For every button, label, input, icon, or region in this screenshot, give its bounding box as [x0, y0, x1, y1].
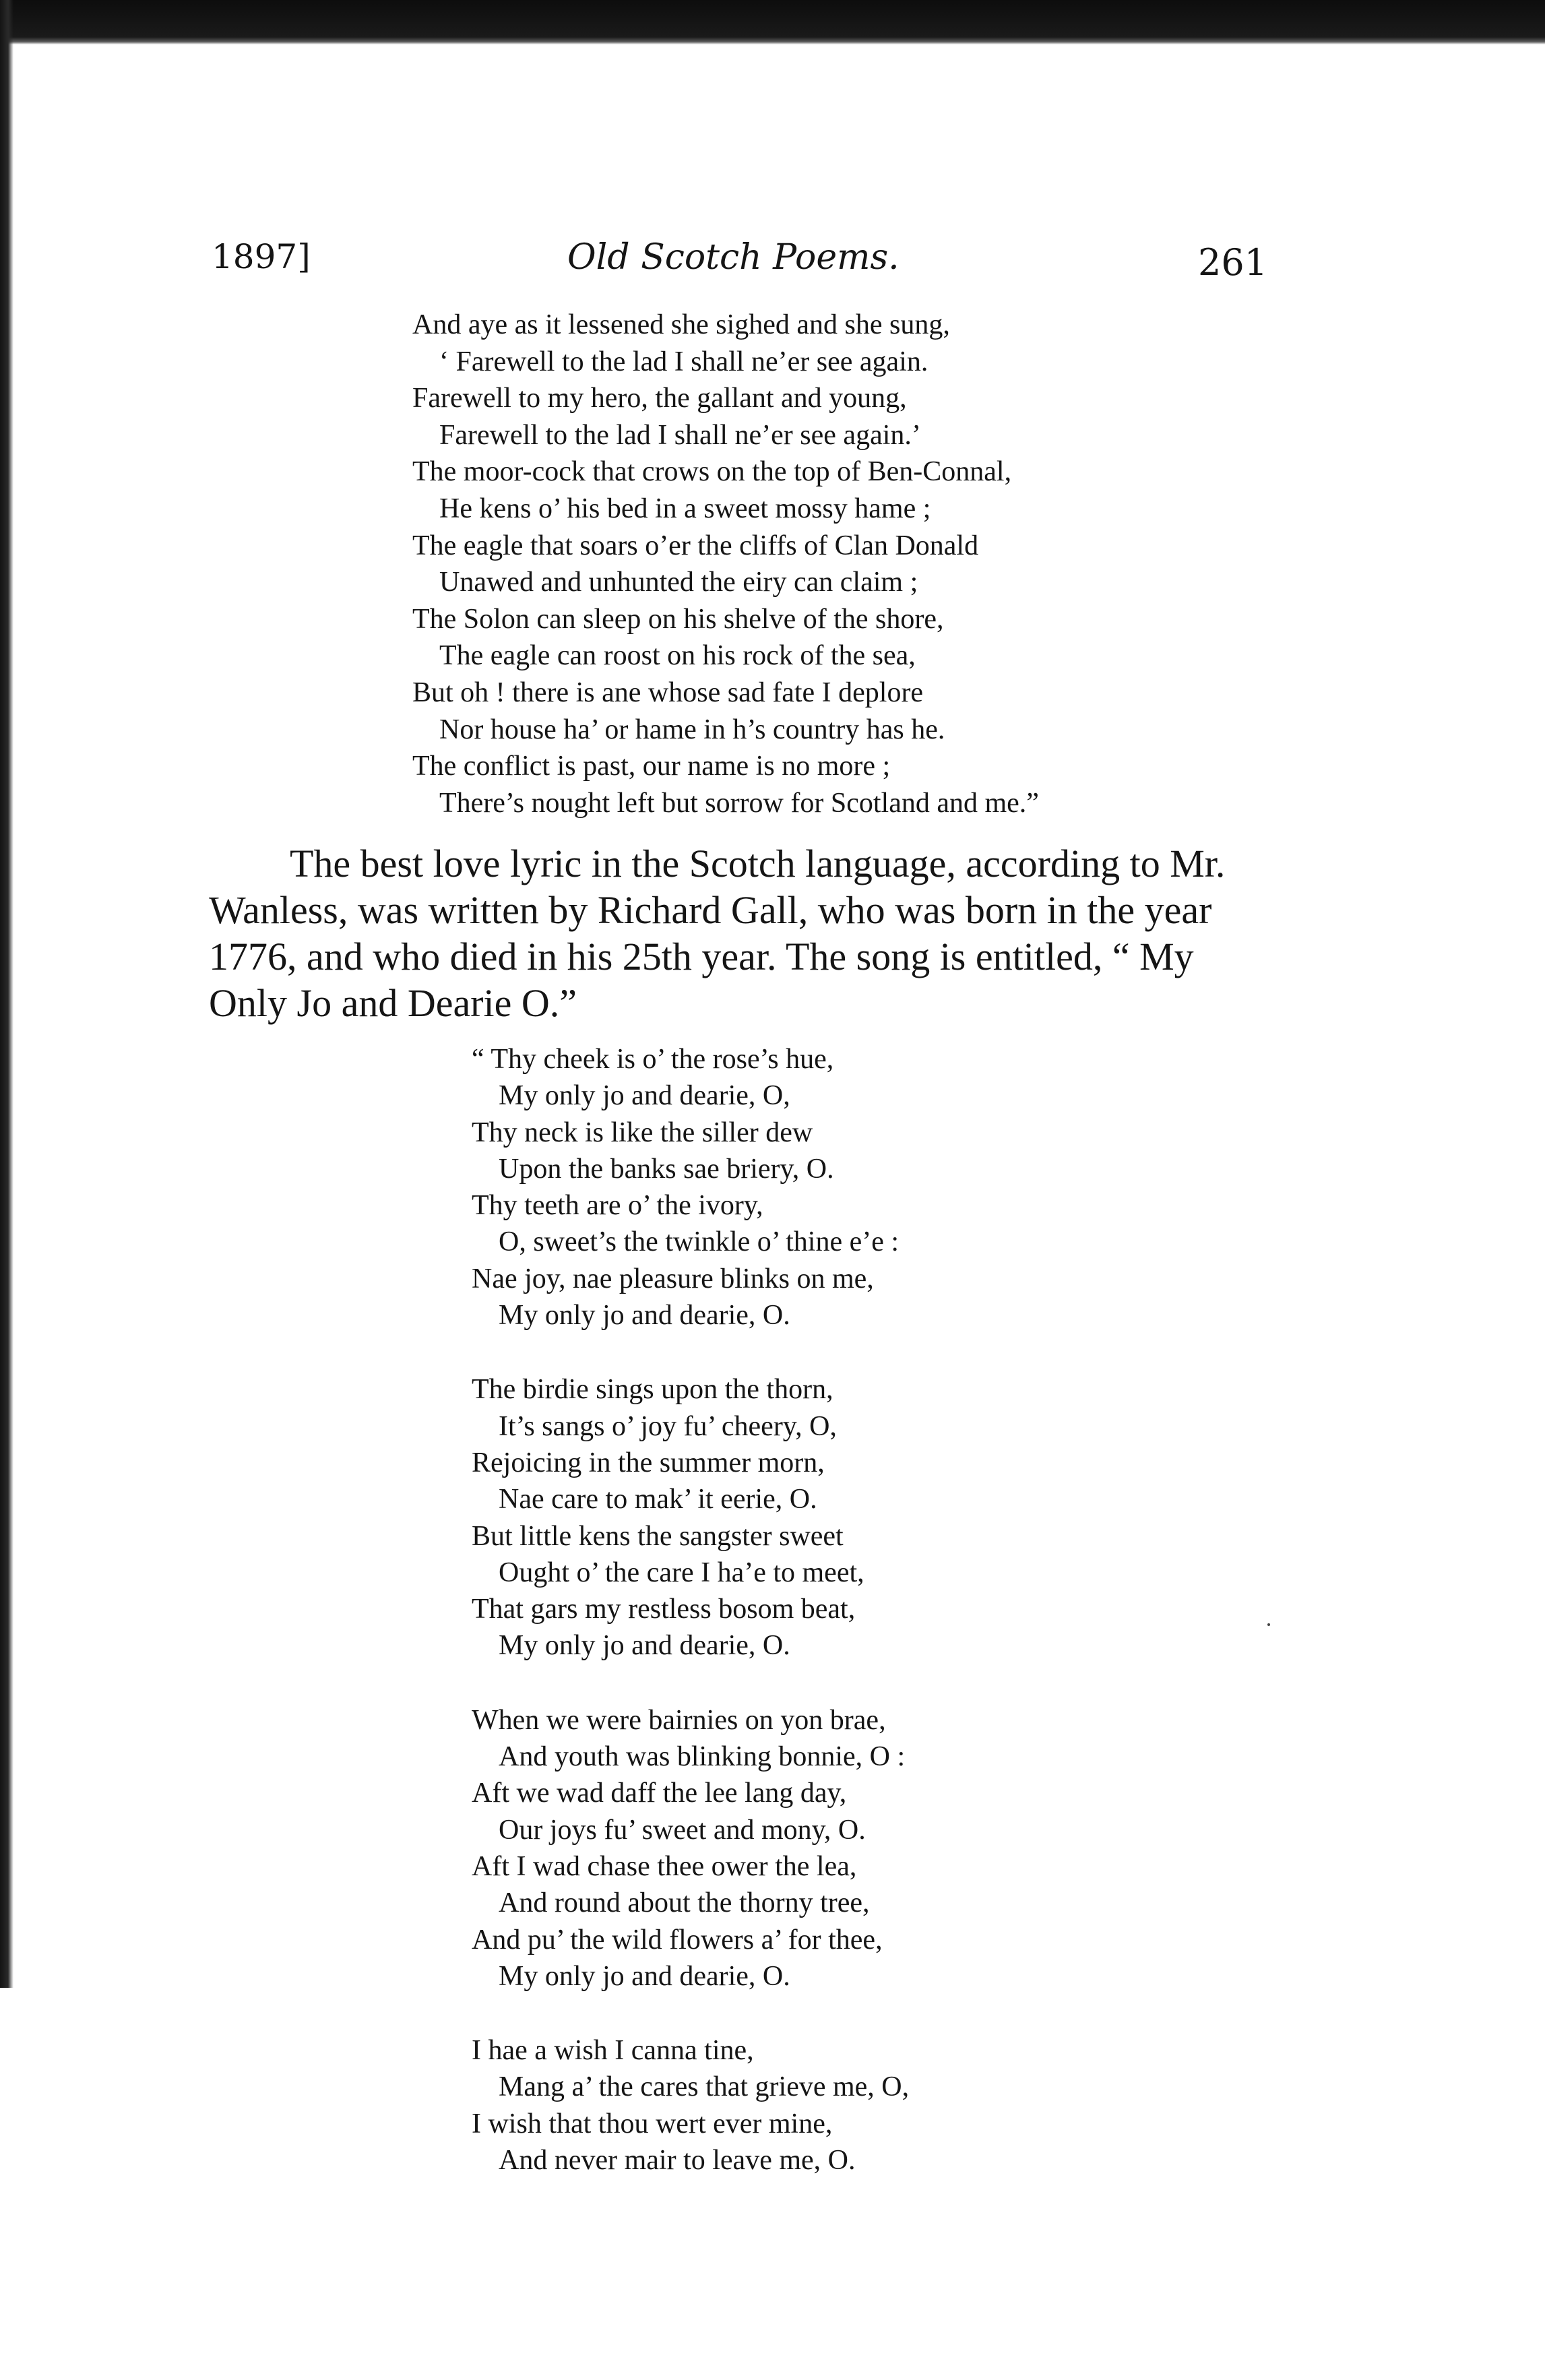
verse-line: I wish that thou wert ever mine,	[472, 2108, 833, 2139]
verse-line: And never mair to leave me, O.	[499, 2145, 856, 2177]
stanza-break	[472, 1995, 909, 2032]
verse-line: But little kens the sangster sweet	[472, 1520, 844, 1552]
verse-line: ‘ Farewell to the lad I shall ne’er see again.	[439, 346, 928, 377]
verse-line: The conflict is past, our name is no more ;	[412, 751, 891, 782]
verse-line: Nae joy, nae pleasure blinks on me,	[472, 1263, 874, 1294]
paragraph-line: Only Jo and Dearie O.”	[209, 981, 577, 1025]
verse-line: Aft we wad daff the lee lang day,	[472, 1778, 847, 1809]
poem-continued	[412, 307, 1039, 821]
paragraph-line: Wanless, was written by Richard Gall, who was born in the year	[209, 888, 1212, 932]
stanza-break	[472, 1664, 909, 1702]
verse-line: Unawed and unhunted the eiry can claim ;	[439, 567, 918, 598]
verse-line: I hae a wish I canna tine,	[472, 2035, 754, 2067]
verse-line: But oh ! there is ane whose sad fate I deplore	[412, 677, 924, 708]
verse-line: Aft I wad chase thee ower the lea,	[472, 1850, 857, 1882]
stanza	[472, 1041, 909, 1334]
verse-line: Farewell to my hero, the gallant and young,	[412, 383, 907, 414]
verse-line: And pu’ the wild flowers a’ for thee,	[472, 1924, 883, 1955]
verse-line: Nor house ha’ or hame in h’s country has he.	[439, 714, 945, 745]
verse-line: Farewell to the lad I shall ne’er see again.’	[439, 419, 921, 451]
verse-line: My only jo and dearie, O.	[499, 1630, 790, 1662]
verse-line: Nae care to mak’ it eerie, O.	[499, 1484, 817, 1515]
stanza-break	[472, 1334, 909, 1371]
verse-line: Thy neck is like the siller dew	[472, 1117, 813, 1148]
verse-line: The moor-cock that crows on the top of Ben-Connal,	[412, 456, 1012, 488]
verse-line: Thy teeth are o’ the ivory,	[472, 1190, 763, 1222]
scan-border-left	[0, 0, 13, 1988]
scan-speck	[1267, 1623, 1270, 1626]
song-my-only-jo	[472, 1041, 909, 2179]
verse-line: “ Thy cheek is o’ the rose’s hue,	[472, 1044, 834, 1075]
running-header	[0, 237, 1545, 291]
header-year: 1897]	[212, 237, 311, 276]
verse-line: Upon the banks sae briery, O.	[499, 1153, 834, 1185]
verse-line: That gars my restless bosom beat,	[472, 1594, 856, 1625]
header-title: Old Scotch Poems.	[567, 237, 900, 278]
verse-line: The eagle that soars o’er the cliffs of Clan Donald	[412, 530, 979, 561]
verse-line: Mang a’ the cares that grieve me, O,	[499, 2071, 910, 2103]
verse-line: And aye as it lessened she sighed and she sung,	[412, 309, 950, 340]
stanza	[472, 1371, 909, 1664]
verse-line: The eagle can roost on his rock of the sea,	[439, 640, 916, 672]
verse-line: The Solon can sleep on his shelve of the shore,	[412, 603, 944, 635]
verse-line: He kens o’ his bed in a sweet mossy hame ;	[439, 493, 931, 524]
scan-border-top	[0, 0, 1545, 44]
verse-line: My only jo and dearie, O.	[499, 1960, 790, 1992]
verse-line: It’s sangs o’ joy fu’ cheery, O,	[499, 1410, 837, 1442]
verse-line: My only jo and dearie, O,	[499, 1080, 790, 1112]
verse-line: Rejoicing in the summer morn,	[472, 1447, 825, 1478]
stanza	[472, 2032, 909, 2179]
paragraph-line: The best love lyric in the Scotch language, according to Mr.	[290, 842, 1226, 885]
verse-line: The birdie sings upon the thorn,	[472, 1374, 833, 1406]
verse-line: My only jo and dearie, O.	[499, 1300, 790, 1332]
verse-line: Ought o’ the care I ha’e to meet,	[499, 1557, 864, 1588]
verse-line: When we were bairnies on yon brae,	[472, 1704, 886, 1736]
verse-line: And youth was blinking bonnie, O :	[499, 1741, 906, 1773]
verse-line: O, sweet’s the twinkle o’ thine e’e :	[499, 1226, 900, 1258]
paragraph-line: 1776, and who died in his 25th year. The song is entitled, “ My	[209, 935, 1194, 978]
stanza	[472, 1702, 909, 1995]
verse-line: There’s nought left but sorrow for Scotland and me.”	[439, 787, 1039, 819]
verse-line: Our joys fu’ sweet and mony, O.	[499, 1814, 866, 1846]
verse-line: And round about the thorny tree,	[499, 1887, 870, 1919]
body-paragraph	[209, 840, 1273, 1026]
page-number: 261	[1198, 241, 1268, 284]
